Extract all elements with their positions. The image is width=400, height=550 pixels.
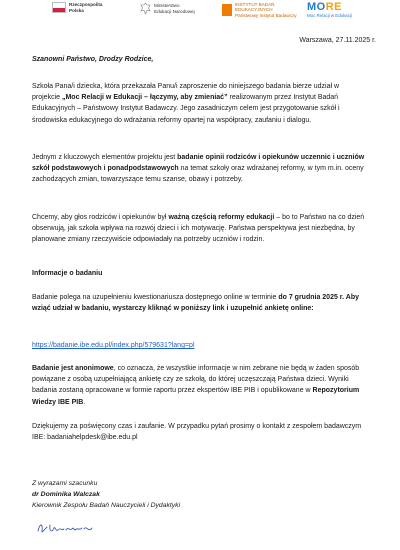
polish-flag-icon xyxy=(52,2,66,13)
logo-more-word: MORE xyxy=(307,1,343,13)
paragraph-survey-info: Badanie polega na uzupełnieniu kwestionariusza dostępnego online w terminie do 7 grudnia 2025 r. Aby wziąć udział w badaniu, wystarczy kliknąć w poniższy link i uzupełnić ankietę online: xyxy=(32,294,359,313)
greeting: Szanowni Państwo, Drodzy Rodzice, xyxy=(32,56,154,63)
logo-ministry xyxy=(140,2,195,15)
logo-more xyxy=(307,2,352,18)
logo-rzeczpospolita xyxy=(52,2,102,13)
letterhead xyxy=(0,0,400,30)
logo-more-subtitle: Moc Relacji w Edukacji xyxy=(307,13,352,18)
logo-rp-text: Rzeczpospolita Polska xyxy=(69,2,103,13)
logo-ministry-text: Ministerstwo Edukacji Narodowej xyxy=(154,3,195,14)
closing-regards: Z wyrazami szacunku xyxy=(32,480,98,487)
paragraph-thanks: Dziękujemy za poświęcony czas i zaufanie. W przypadku pytań prosimy o kontakt z zespołem badawczym IBE: badaniahelpdesk@ibe.edu.pl xyxy=(32,423,362,442)
signatory-name: dr Dominika Walczak xyxy=(32,491,100,498)
ibe-logo-icon xyxy=(222,4,232,16)
handwritten-signature xyxy=(36,519,106,537)
signatory-title: Kierownik Zespołu Badań Nauczycieli i Dydaktyki xyxy=(32,502,181,509)
survey-link[interactable]: https://badanie.ibe.edu.pl/index.php/579631?lang=pl xyxy=(32,342,195,349)
paragraph-survey-scope: Jednym z kluczowych elementów projektu jest badanie opinii rodziców i opiekunów uczennic i uczniów szkół podstawowych i ponadpodstawowych na temat szkoły oraz wdrażanej reformy, w tym m.in. oceny zachodzących zmian, towarzyszące temu szanse, obawy i potrzeby. xyxy=(32,154,365,184)
section-heading: Informacje o badaniu xyxy=(32,270,103,277)
paragraph-anonymity: Badanie jest anonimowe, co oznacza, że wszystkie informacje w nim zebrane nie będą w żaden sposób powiązane z osobą uzupełniającą ankietę czy ze szkołą, do której uczęszczają Państwa dzieci. Wyniki badania zostaną opracowane w formie raportu przez ekspertów IBE PIB i opublikowane w Repozytorium Wiedzy IBE PIB. xyxy=(32,365,360,406)
paragraph-project: Szkoła Pana/i dziecka, która przekazała Panu/i zaproszenie do niniejszego badania bierze udział w projekcie „Moc Relacji w Edukacji – łączymy, aby zmieniać” realizowanym przez Instytut Badań Edukacyjnych – Państwowy Instytut Badawczy. Jego zasadniczym celem jest przygotowanie szkół i środowiska edukacyjnego do wdrażania reformy opartej na współpracy, zaufaniu i dialogu. xyxy=(32,83,340,124)
letter-date: Warszawa, 27.11.2025 r. xyxy=(299,37,376,44)
logo-ibe-text: INSTYTUT BADAŃ EDUKACYJNYCH Państwowy Instytut Badawczy xyxy=(235,2,297,18)
eagle-emblem-icon xyxy=(140,2,151,15)
logo-ibe xyxy=(222,2,297,18)
paragraph-parents-voice: Chcemy, aby głos rodziców i opiekunów był ważną częścią reformy edukacji – bo to Państwo na co dzień obserwują, jak szkoła wpływa na rozwój dzieci i ich motywację. Państwa perspektywa jest niezbędna, by planowane zmiany rzeczywiście odpowiadały na potrzeby uczniów i rodzin. xyxy=(32,214,365,244)
